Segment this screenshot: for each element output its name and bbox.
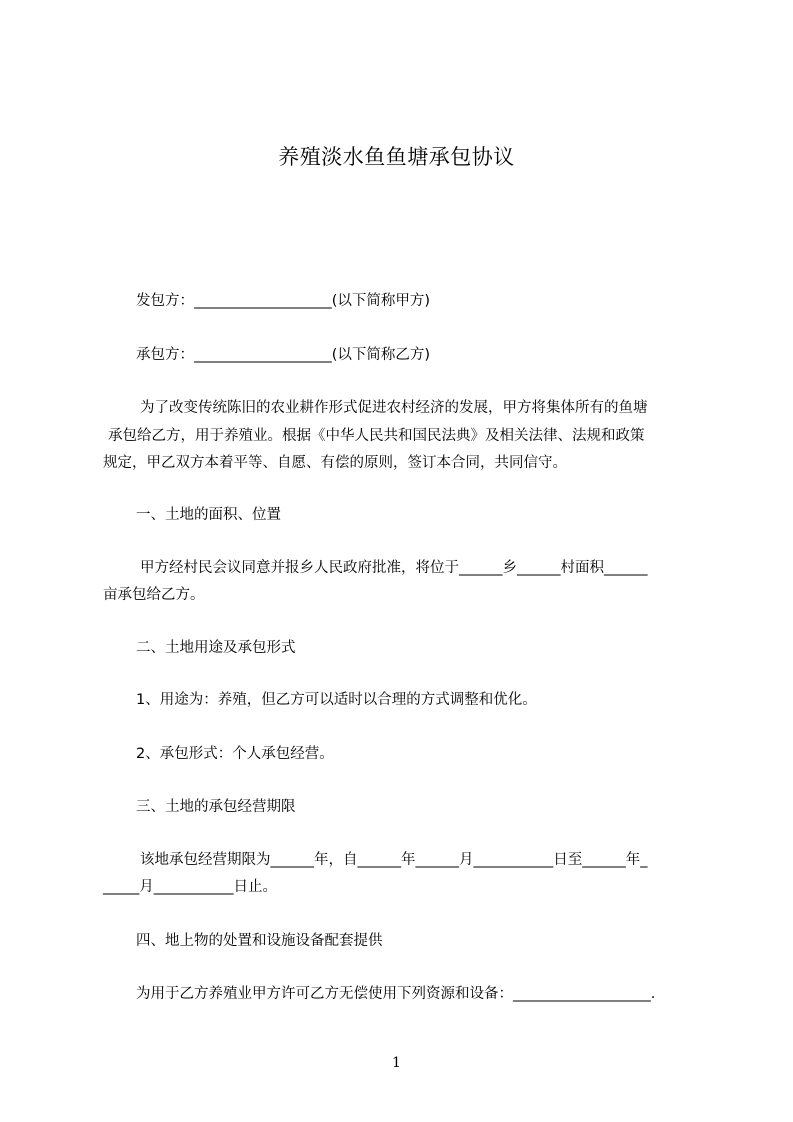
section-3-heading: 三、土地的承包经营期限: [136, 799, 296, 815]
section-4-line-1: 为用于乙方养殖业甲方许可乙方无偿使用下列资源和设备：___________________.: [136, 986, 656, 1002]
section-2-item-1: 1、用途为：养殖，但乙方可以适时以合理的方式调整和优化。: [136, 692, 537, 708]
intro-line-1: 为了改变传统陈旧的农业耕作形式促进农村经济的发展，甲方将集体所有的鱼塘: [140, 400, 648, 416]
page-number: 1: [392, 1055, 401, 1071]
section-1-heading: 一、土地的面积、位置: [136, 507, 281, 523]
section-2-heading: 二、土地用途及承包形式: [136, 640, 296, 656]
party-b-line: 承包方：___________________(以下简称乙方): [136, 347, 431, 363]
section-1-line-2: 亩承包给乙方。: [103, 587, 205, 603]
intro-line-3: 规定，甲乙双方本着平等、自愿、有偿的原则，签订本合同，共同信守。: [103, 455, 567, 471]
section-3-line-2: _____月___________日止。: [103, 879, 277, 895]
section-1-line-1: 甲方经村民会议同意并报乡人民政府批准，将位于______乡______村面积______: [140, 560, 648, 576]
intro-line-2: 承包给乙方，用于养殖业。根据《中华人民共和国民法典》及相关法律、法规和政策: [108, 428, 645, 444]
document-title: 养殖淡水鱼鱼塘承包协议: [278, 145, 515, 169]
section-4-heading: 四、地上物的处置和设施设备配套提供: [136, 933, 383, 949]
section-3-line-1: 该地承包经营期限为______年，自______年______月___________日至______年_: [140, 852, 648, 868]
party-a-line: 发包方：___________________(以下简称甲方): [136, 293, 431, 309]
section-2-item-2: 2、承包形式：个人承包经营。: [136, 746, 334, 762]
